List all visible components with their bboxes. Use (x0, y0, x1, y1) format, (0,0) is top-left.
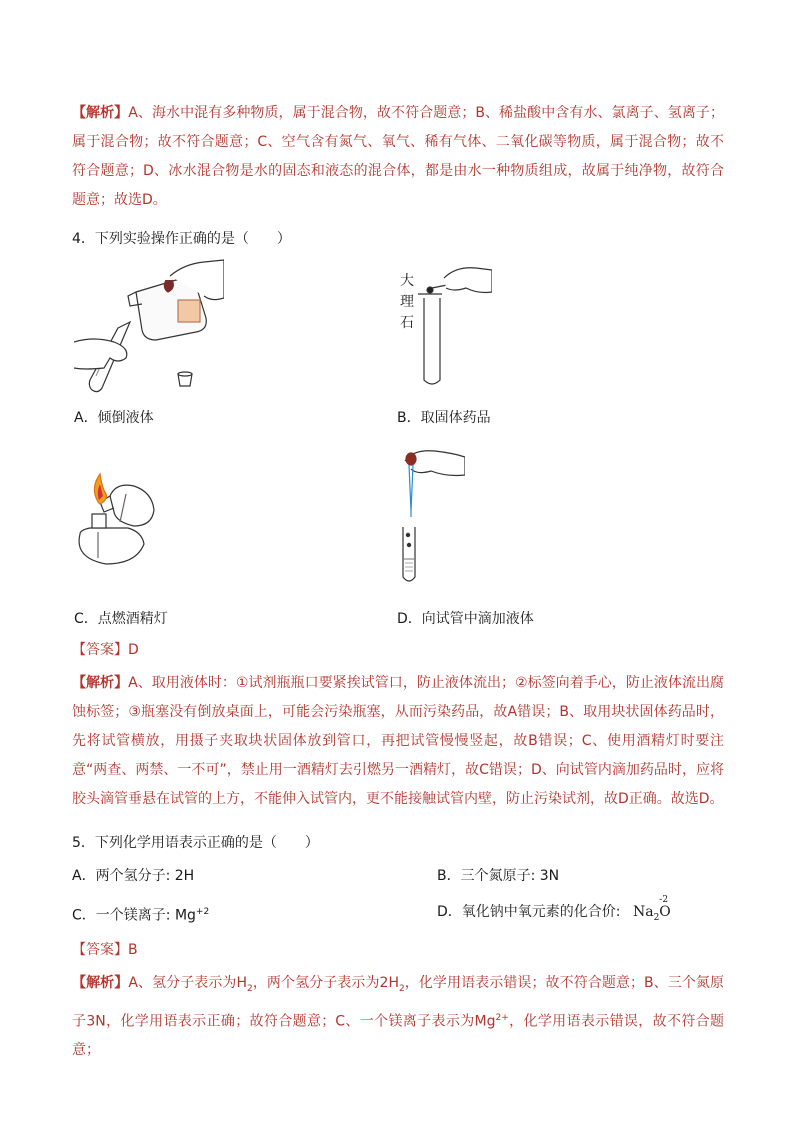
sodium-subscript: 2 (653, 912, 660, 923)
oxygen-valence: -2 (659, 895, 669, 905)
caption-c: C．点燃酒精灯 (74, 611, 168, 627)
question-5-stem: 5．下列化学用语表示正确的是（ ） (72, 835, 319, 851)
analysis-text-b: ，两个氢分子表示为2H (252, 975, 399, 991)
answer-q5: 【答案】B (72, 942, 138, 958)
superscript-1: 2+ (495, 1012, 509, 1023)
figure-alcohol-lamp (70, 472, 160, 568)
caption-a: A．倾倒液体 (74, 410, 154, 426)
analysis-paragraph-q4 (72, 669, 724, 814)
oxygen-with-valence (659, 895, 671, 922)
option-c (72, 902, 209, 926)
analysis-text: A、取用液体时：①试剂瓶瓶口要紧挨试管口，防止液体流出；②标签向着手心，防止液体流出腐蚀标签；③瓶塞没有倒放桌面上，可能会污染瓶塞，从而污染药品，故A错误；B、取用块状固体药品时，先将试管横放，用摄子夹取块状固体放到管口，再把试管慢慢竖起，故B错误；C、使用酒精灯时要注意“两查、两禁、一不可”，禁止用一酒精灯去引燃另一酒精灯，故C错误；D、向试管内滴加药品时，应将胶头滴管垂悬在试管的上方，不能伸入试管内，更不能接触试管内壁，防止污染试剂，故D正确。故选D。 (72, 675, 724, 807)
analysis-text-d: ，化学用语表示错误，故不符合题意； (72, 1013, 725, 1059)
analysis-tag: 【解析】 (72, 975, 129, 991)
analysis-text: A、海水中混有多种物质，属于混合物，故不符合题意；B、稀盐酸中含有水、氯离子、氢离子；属于混合物；故不符合题意；C、空气含有氮气、氧气、稀有气体、二氧化碳等物质，属于混合物；故不符合题意；D、冰水混合物是水的固态和液态的混合体，都是由水一种物质组成，故属于纯净物，故符合题意；故选D。 (72, 105, 724, 208)
sodium-symbol: Na (632, 904, 654, 920)
marble-label-1: 大 (400, 273, 414, 289)
analysis-tag: 【解析】 (72, 675, 129, 691)
option-d (437, 895, 671, 928)
analysis-text-a: A、氢分子表示为H (128, 975, 248, 991)
analysis-paragraph-q3 (72, 99, 724, 215)
question-4-stem: 4．下列实验操作正确的是（ ） (72, 231, 291, 247)
caption-d: D．向试管中滴加液体 (397, 611, 534, 627)
option-c-text: C．一个镁离子: Mg (72, 907, 196, 924)
figure-pouring-liquid (74, 258, 224, 398)
caption-b: B．取固体药品 (397, 410, 491, 426)
marble-label-3: 石 (400, 315, 414, 331)
analysis-tag: 【解析】 (72, 105, 129, 121)
analysis-paragraph-q5 (72, 969, 724, 1065)
figure-solid-medicine (412, 262, 492, 392)
figure-dropper (395, 447, 465, 587)
option-b: B．三个氮原子: 3N (437, 868, 560, 884)
option-c-charge: +2 (195, 907, 210, 917)
option-d-text: D．氧化钠中氧元素的化合价: (437, 904, 625, 920)
oxygen-symbol: O (659, 904, 671, 920)
subscript-1: 2 (247, 983, 253, 994)
option-d-formula (632, 895, 671, 923)
subscript-2: 2 (398, 983, 405, 994)
marble-label-2: 理 (400, 294, 414, 310)
analysis-text-c: ，化学用语表示错误；故不符合题意；B、三个氮原子3N，化学用语表示正确；故符合题意；C、一个镁离子表示为Mg (72, 975, 724, 1030)
option-a: A．两个氢分子: 2H (72, 868, 195, 884)
answer-q4: 【答案】D (72, 642, 139, 658)
